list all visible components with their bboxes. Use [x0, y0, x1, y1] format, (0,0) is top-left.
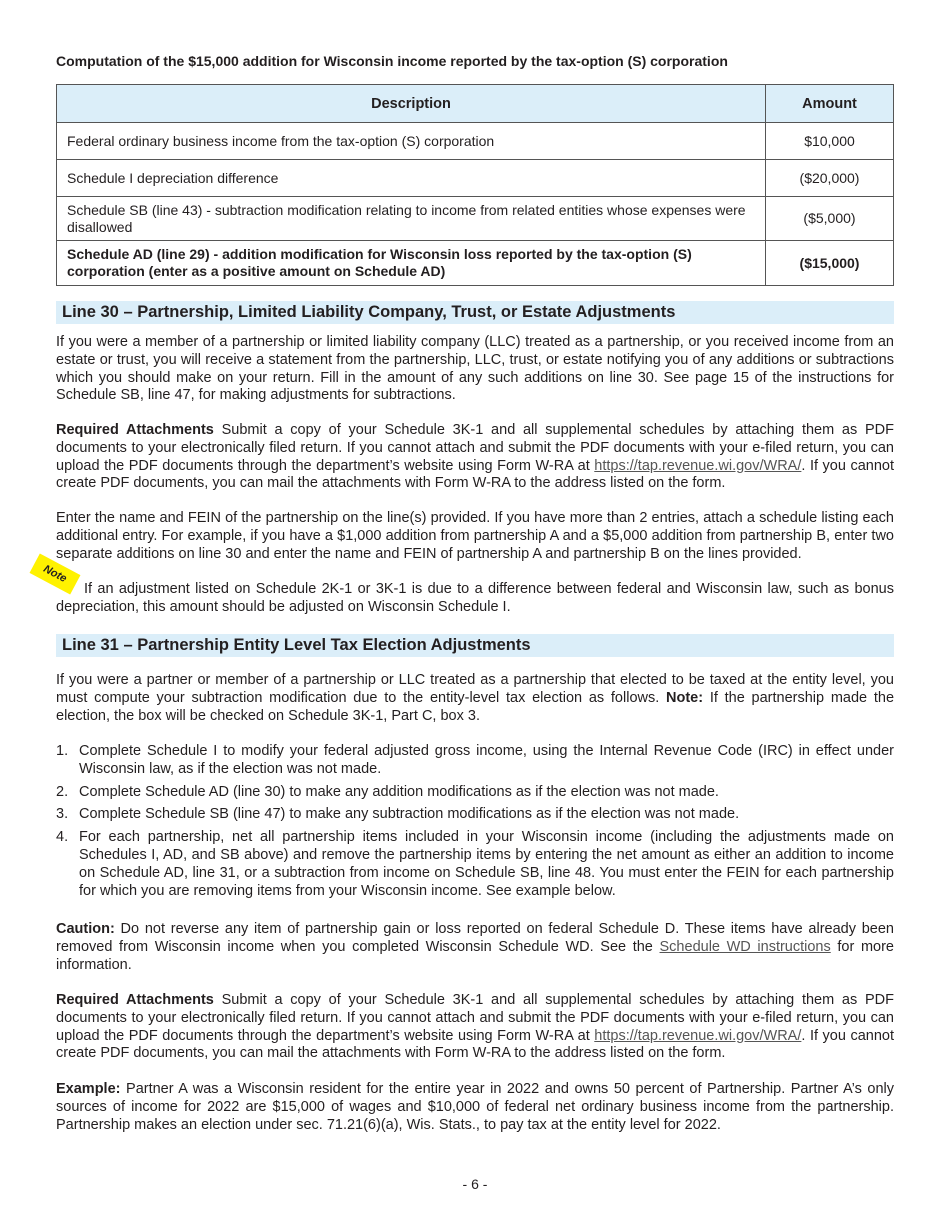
- required-attachments-text-end: . If you cannot create PDF documents, you can mail the attachments with Form W-RA to the address listed on the form.: [56, 1027, 894, 1062]
- caution-label: Caution:: [56, 921, 115, 937]
- step-number: 3.: [56, 806, 69, 823]
- row-amount: $10,000: [766, 123, 894, 160]
- step-text: For each partnership, net all partnership items included in your Wisconsin income (including the adjustments made on Schedules I, AD, and SB above) and remove the partnership items by entering the net amount as either an addition to income on Schedule AD, line 31, or a subtraction from income on Schedule SB, line 48. You must enter the FEIN for each partnership for which you are removing items from your Wisconsin income. See example below.: [79, 829, 894, 899]
- column-header-amount: Amount: [766, 85, 894, 123]
- step-number: 1.: [56, 743, 69, 759]
- page-number: - 6 -: [462, 1176, 488, 1192]
- note-label: Note:: [666, 689, 704, 706]
- list-item: [56, 829, 894, 900]
- example-paragraph: [56, 1081, 894, 1134]
- line31-intro: [56, 672, 894, 725]
- row-amount: ($5,000): [766, 197, 894, 241]
- column-header-description: Description: [57, 85, 766, 123]
- line30-note-paragraph: If an adjustment listed on Schedule 2K-1 or 3K-1 is due to a difference between federal and Wisconsin law, such as bonus depreciation, this amount should be adjusted on Wisconsin Schedule I.: [56, 581, 894, 615]
- table-row-total: [57, 241, 894, 286]
- line31-heading: Line 31 – Partnership Entity Level Tax Election Adjustments: [56, 634, 894, 657]
- line31-intro-text: If you were a partner or member of a partnership or LLC treated as a partnership that elected to be taxed at the entity level, you must compute your subtraction modification due to the entity-level tax election as follows.: [56, 672, 894, 706]
- required-attachments-text-end: . If you cannot create PDF documents, you can mail the attachments with Form W-RA to the address listed on the form.: [56, 457, 894, 492]
- caution-text: Do not reverse any item of partnership gain or loss reported on federal Schedule D. These items have already been removed from Wisconsin income when you completed Wisconsin Schedule WD. See the: [56, 921, 894, 955]
- caution-text-end: for more information.: [56, 938, 894, 973]
- example-label: Example:: [56, 1081, 121, 1097]
- required-attachments-label: Required Attachments: [56, 992, 214, 1008]
- example-text: Partner A was a Wisconsin resident for the entire year in 2022 and owns 50 percent of Partnership. Partner A’s only sources of income for 2022 are $15,000 of wages and $10,000 of federal net ordinary business income from the partnership. Partnership makes an election under sec. 71.21(6)(a), Wis. Stats., to pay tax at the entity level for 2022.: [56, 1081, 894, 1133]
- line31-intro-text-end: If the partnership made the election, the box will be checked on Schedule 3K-1, Part C, box 3.: [56, 689, 895, 724]
- line30-required-attachments: [56, 422, 894, 493]
- required-attachments-text: Submit a copy of your Schedule 3K-1 and all supplemental schedules by attaching them as PDF documents to your electronically filed return. If you cannot attach and submit the PDF documents with your e-filed return, you can upload the PDF documents through the department’s website using Form W-RA at: [56, 992, 894, 1044]
- line30-heading: Line 30 – Partnership, Limited Liability Company, Trust, or Estate Adjustments: [56, 301, 894, 324]
- required-attachments-text: Submit a copy of your Schedule 3K-1 and all supplemental schedules by attaching them as PDF documents to your electronically filed return. If you cannot attach and submit the PDF documents with your e-filed return, you can upload the PDF documents through the department’s website using Form W-RA at: [56, 422, 894, 474]
- row-description: Schedule SB (line 43) - subtraction modification relating to income from related entities whose expenses were disallowed: [57, 197, 766, 241]
- list-item: [56, 784, 894, 802]
- schedule-wd-link[interactable]: Schedule WD instructions: [659, 938, 831, 955]
- steps-list: [56, 743, 894, 905]
- line31-required-attachments: [56, 992, 894, 1063]
- row-description: Schedule I depreciation difference: [57, 160, 766, 197]
- line30-entries-paragraph: Enter the name and FEIN of the partnership on the line(s) provided. If you have more than 2 entries, attach a schedule listing each additional entry. For example, if you have a $1,000 addition from partnership A and a $5,000 addition from partnership B, enter two separate additions on line 30 and enter the name and FEIN of partnership A and partnership B on the lines provided.: [56, 510, 894, 562]
- step-number: 4.: [56, 829, 69, 846]
- table-row: [57, 197, 894, 241]
- row-description: Federal ordinary business income from the tax-option (S) corporation: [57, 123, 766, 160]
- table-row: [57, 123, 894, 160]
- wra-link[interactable]: https://tap.revenue.wi.gov/WRA/: [594, 457, 802, 474]
- required-attachments-label: Required Attachments: [56, 422, 214, 438]
- note-sticker-icon: Note: [30, 553, 81, 594]
- table-caption: Computation of the $15,000 addition for Wisconsin income reported by the tax-option (S) corporation: [56, 53, 728, 69]
- step-number: 2.: [56, 783, 69, 800]
- table-row: [57, 160, 894, 197]
- row-amount: ($20,000): [766, 160, 894, 197]
- row-amount: ($15,000): [766, 241, 894, 286]
- caution-paragraph: [56, 921, 894, 974]
- step-text: Complete Schedule AD (line 30) to make any addition modifications as if the election was not made.: [79, 783, 719, 800]
- step-text: Complete Schedule I to modify your federal adjusted gross income, using the Internal Revenue Code (IRC) in effect under Wisconsin law, as if the election was not made.: [79, 743, 894, 777]
- row-description: Schedule AD (line 29) - addition modification for Wisconsin loss reported by the tax-option (S) corporation (enter as a positive amount on Schedule AD): [57, 241, 766, 286]
- list-item: [56, 806, 894, 824]
- computation-table: [56, 84, 894, 286]
- wra-link[interactable]: https://tap.revenue.wi.gov/WRA/: [594, 1027, 802, 1044]
- list-item: [56, 743, 894, 779]
- step-text: Complete Schedule SB (line 47) to make any subtraction modifications as if the election was not made.: [79, 806, 740, 823]
- line30-intro: If you were a member of a partnership or limited liability company (LLC) treated as a partnership, or you received income from an estate or trust, you will receive a statement from the partnership, LLC, trust, or estate notifying you of any additions or subtractions which you should make on your return. Fill in the amount of any such additions on line 30. See page 15 of the instructions for Schedule SB, line 47, for making adjustments for subtractions.: [56, 334, 894, 404]
